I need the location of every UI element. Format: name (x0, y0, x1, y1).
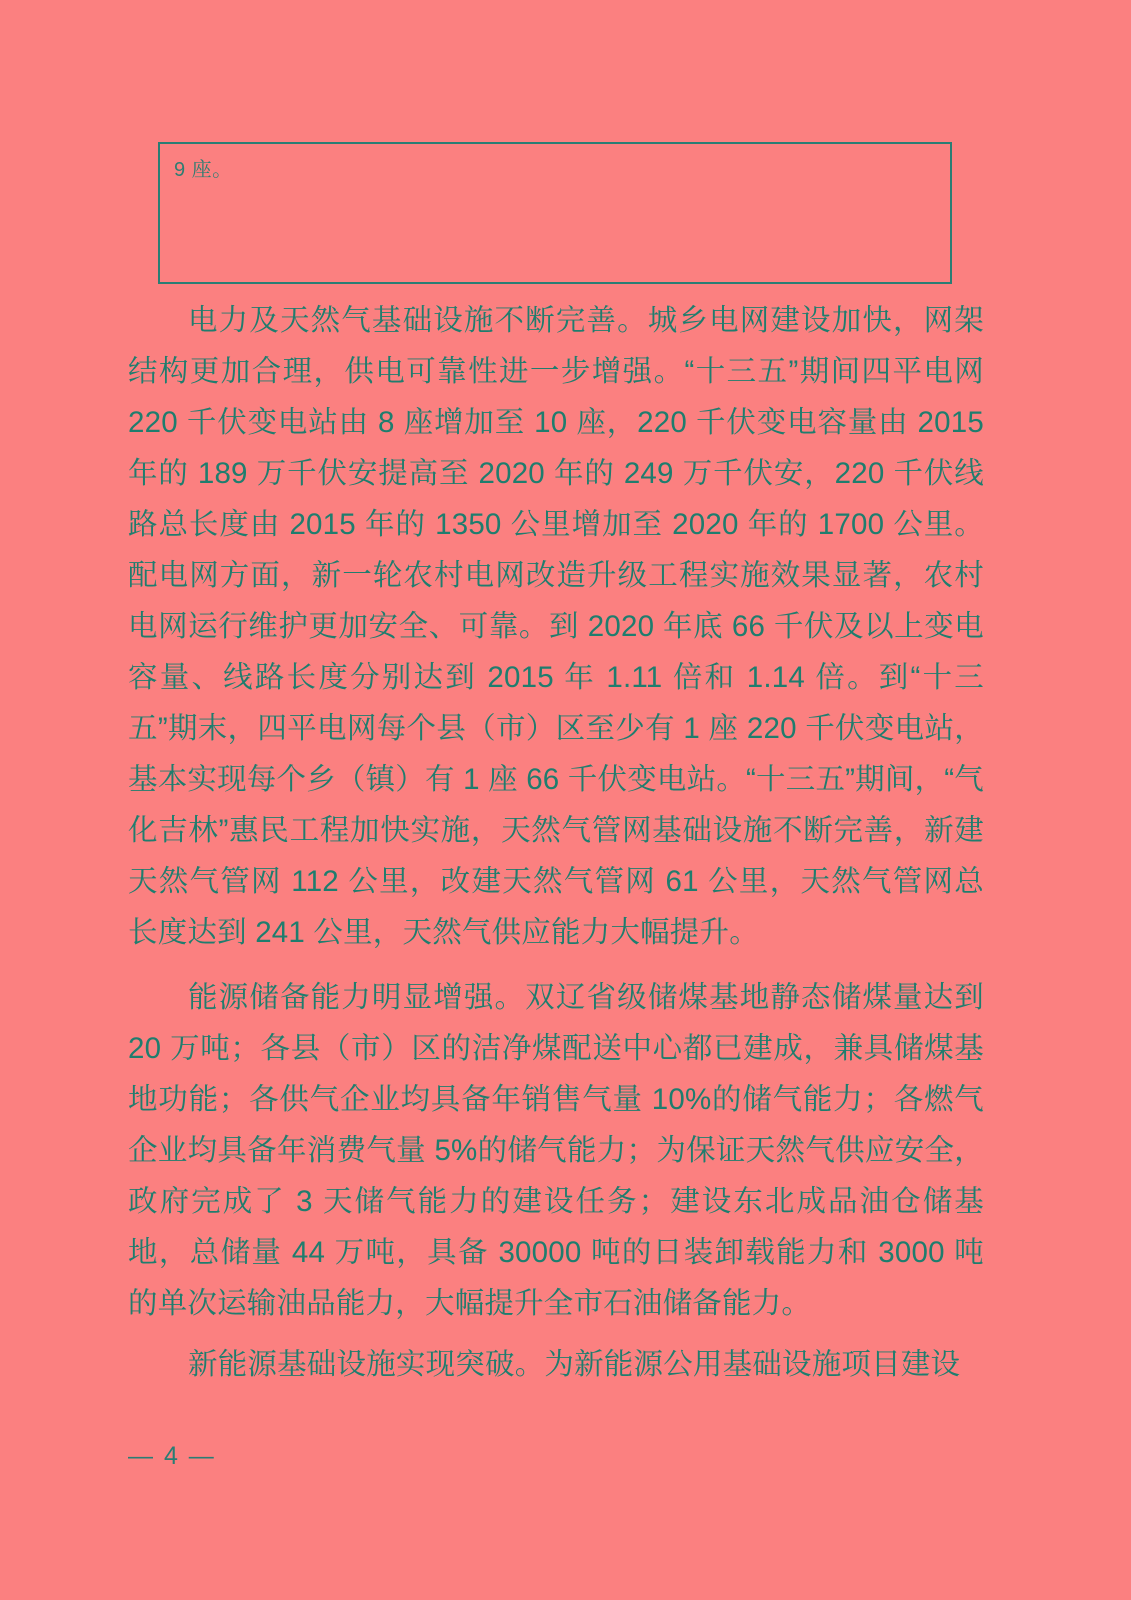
paragraph: 新能源基础设施实现突破。为新能源公用基础设施项目建设 (188, 1348, 961, 1381)
paragraph: 能源储备能力明显增强。双辽省级储煤基地静态储煤量达到 20 万吨；各县（市）区的洁净煤配送中心都已建成，兼具储煤基地功能；各供气企业均具备年销售气量 10%的储气能力；各燃气企业均具备年消费气量 5%的储气能力；为保证天然气供应安全，政府完成了 3 天储气能力的建设任务；建设东北成品油仓储基地，总储量 44 万吨，具备 30000 吨的日装卸载能力和 3000 吨的单次运输油品能力，大幅提升全市石油储备能力。 (128, 981, 984, 1320)
text-box-content: 9 座。 (174, 159, 233, 181)
page-number: — 4 — (128, 1442, 216, 1470)
paragraph: 电力及天然气基础设施不断完善。城乡电网建设加快，网架结构更加合理，供电可靠性进一步增强。“十三五”期间四平电网 220 千伏变电站由 8 座增加至 10 座，220 千伏变电容量由 2015 年的 189 万千伏安提高至 2020 年的 249 万千伏安，220 千伏线路总长度由 2015 年的 1350 公里增加至 2020 年的 1700 公里。配电网方面，新一轮农村电网改造升级工程实施效果显著，农村电网运行维护更加安全、可靠。到 2020 年底 66 千伏及以上变电容量、线路长度分别达到 2015 年 1.11 倍和 1.14 倍。到“十三五”期末，四平电网每个县（市）区至少有 1 座 220 千伏变电站，基本实现每个乡（镇）有 1 座 66 千伏变电站。“十三五”期间，“气化吉林”惠民工程加快实施，天然气管网基础设施不断完善，新建天然气管网 112 公里，改建天然气管网 61 公里，天然气管网总长度达到 241 公里，天然气供应能力大幅提升。 (128, 304, 984, 949)
document-body (128, 295, 984, 1404)
bordered-text-box (158, 142, 952, 284)
